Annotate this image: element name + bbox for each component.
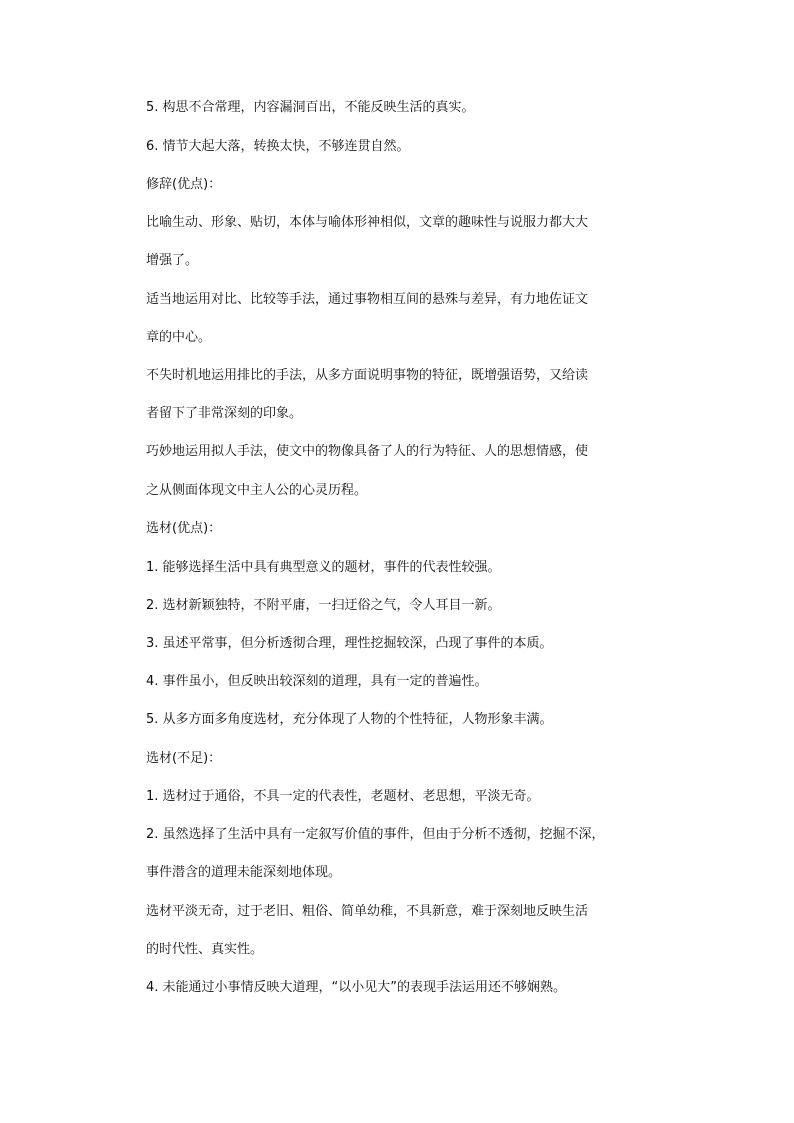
- text-line: 2. 虽然选择了生活中具有一定叙写价值的事件，但由于分析不透彻，挖掘不深，: [146, 827, 605, 842]
- text-line: 4. 未能通过小事情反映大道理，“以小见大”的表现手法运用还不够娴熟。: [146, 980, 567, 995]
- text-line: 的时代性、真实性。: [146, 942, 264, 957]
- text-line: 适当地运用对比、比较等手法，通过事物相互间的悬殊与差异，有力地佐证文: [146, 292, 589, 307]
- text-line: 者留下了非常深刻的印象。: [146, 406, 303, 421]
- text-line: 2. 选材新颖独特，不附平庸，一扫迂俗之气，令人耳目一新。: [146, 598, 501, 613]
- text-line: 5. 构思不合常理，内容漏洞百出，不能反映生活的真实。: [146, 100, 475, 115]
- text-line: 选材平淡无奇，过于老旧、粗俗、简单幼稚，不具新意，难于深刻地反映生活: [146, 904, 589, 919]
- text-line: 章的中心。: [146, 330, 212, 345]
- text-line: 巧妙地运用拟人手法，使文中的物像具备了人的行为特征、人的思想情感，使: [146, 444, 589, 459]
- text-line: 1. 选材过于通俗，不具一定的代表性，老题材、老思想，平淡无奇。: [146, 789, 540, 804]
- text-line: 增强了。: [146, 253, 199, 268]
- section-heading: 修辞(优点)：: [146, 177, 222, 192]
- text-line: 1. 能够选择生活中具有典型意义的题材，事件的代表性较强。: [146, 560, 501, 575]
- text-line: 3. 虽述平常事，但分析透彻合理，理性挖掘较深，凸现了事件的本质。: [146, 636, 553, 651]
- text-line: 4. 事件虽小，但反映出较深刻的道理，具有一定的普遍性。: [146, 674, 488, 689]
- text-line: 不失时机地运用排比的手法，从多方面说明事物的特征，既增强语势，又给读: [146, 368, 589, 383]
- section-heading: 选材(不足)：: [146, 751, 222, 766]
- text-line: 比喻生动、形象、贴切，本体与喻体形神相似，文章的趣味性与说服力都大大: [146, 215, 589, 230]
- text-line: 事件潜含的道理未能深刻地体现。: [146, 865, 342, 880]
- text-line: 6. 情节大起大落，转换太快，不够连贯自然。: [146, 139, 410, 154]
- section-heading: 选材(优点)：: [146, 521, 222, 536]
- text-line: 之从侧面体现文中主人公的心灵历程。: [146, 483, 368, 498]
- text-line: 5. 从多方面多角度选材，充分体现了人物的个性特征，人物形象丰满。: [146, 712, 553, 727]
